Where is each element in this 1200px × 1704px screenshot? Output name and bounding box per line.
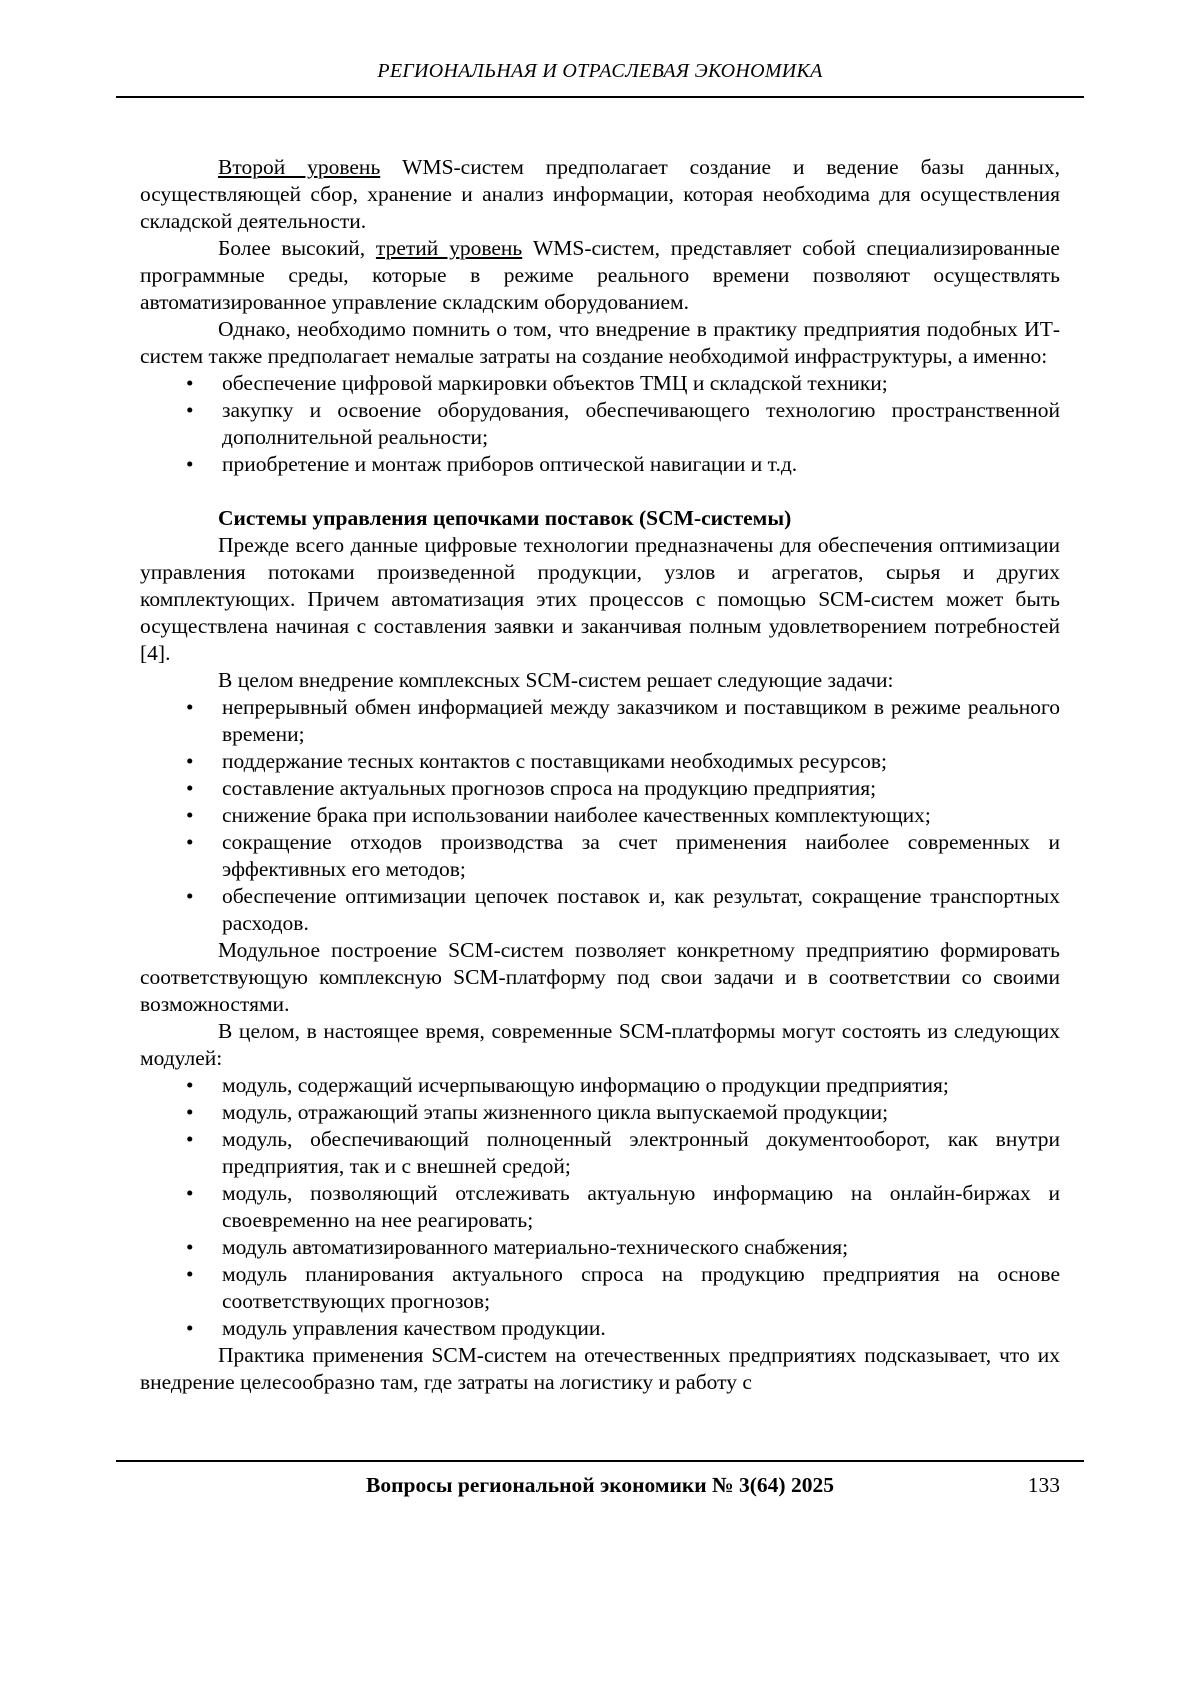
list-item: • сокращение отходов производства за счет применения наиболее современных и эффективных его методов; [140, 829, 1060, 883]
footer-row [116, 1472, 1084, 1499]
list-item: • модуль, обеспечивающий полноценный электронный документооборот, как внутри предприятия, так и с внешней средой; [140, 1126, 1060, 1180]
paragraph-wms-level3 [140, 235, 1060, 316]
scm-tasks-list [140, 694, 1060, 937]
paragraph-it-costs: Однако, необходимо помнить о том, что внедрение в практику предприятия подобных ИТ-систем также предполагает немалые затраты на создание необходимой инфраструктуры, а именно: [140, 317, 1060, 368]
list-item: • модуль, содержащий исчерпывающую информацию о продукции предприятия; [140, 1072, 1060, 1099]
paragraph-text: WMS-систем, представляет собой специализированные программные среды, которые в режиме реального времени позволяют осуществлять автоматизированное управление складским оборудованием. [140, 236, 1060, 314]
paragraph-scm-tasks-lead: В целом внедрение комплексных SCM-систем решает следующие задачи: [218, 668, 894, 692]
list-item: • приобретение и монтаж приборов оптической навигации и т.д. [140, 451, 1060, 478]
list-item: • снижение брака при использовании наиболее качественных комплектующих; [140, 802, 1060, 829]
paragraph-wms-level2 [140, 154, 1060, 235]
paragraph-scm-intro: Прежде всего данные цифровые технологии предназначены для обеспечения оптимизации управления потоками произведенной продукции, узлов и агрегатов, сырья и других комплектующих. Причем автоматизация этих процессов с помощью SCM-систем может быть осуществлена начиная с составления заявки и заканчивая полным удовлетворением потребностей [4]. [140, 533, 1060, 665]
scm-modules-list [140, 1072, 1060, 1342]
list-item: • модуль управления качеством продукции. [140, 1315, 1060, 1342]
list-item: • непрерывный обмен информацией между заказчиком и поставщиком в режиме реального времени; [140, 694, 1060, 748]
underlined-term: третий уровень [375, 236, 523, 260]
paragraph-modular: Модульное построение SCM-систем позволяет конкретному предприятию формировать соответствующую комплексную SCM-платформу под свои задачи и в соответствии со своими возможностями. [140, 938, 1060, 1016]
list-item: • составление актуальных прогнозов спроса на продукцию предприятия; [140, 775, 1060, 802]
list-item: • поддержание тесных контактов с поставщиками необходимых ресурсов; [140, 748, 1060, 775]
list-item: • обеспечение цифровой маркировки объектов ТМЦ и складской техники; [140, 370, 1060, 397]
paragraph-text: WMS-систем предполагает создание и ведение базы данных, осуществляющей сбор, хранение и анализ информации, которая необходима для осуществления складской деятельности. [140, 155, 1060, 233]
list-item: • модуль автоматизированного материально-технического снабжения; [140, 1234, 1060, 1261]
running-title: РЕГИОНАЛЬНАЯ И ОТРАСЛЕВАЯ ЭКОНОМИКА [377, 60, 823, 82]
list-item: • закупку и освоение оборудования, обеспечивающего технологию пространственной дополнительной реальности; [140, 397, 1060, 451]
list-item: • модуль, отражающий этапы жизненного цикла выпускаемой продукции; [140, 1099, 1060, 1126]
page-footer [116, 1460, 1084, 1499]
list-item: • модуль, позволяющий отслеживать актуальную информацию на онлайн-биржах и своевременно на нее реагировать; [140, 1180, 1060, 1234]
page-number: 133 [1027, 1473, 1060, 1497]
paragraph-text: Более высокий, [218, 236, 376, 260]
article-body [140, 154, 1060, 1396]
header-rule [116, 96, 1084, 98]
page-header [140, 58, 1060, 98]
section-heading-scm: Системы управления цепочками поставок (SCM-системы) [218, 506, 792, 530]
journal-title: Вопросы региональной экономики № 3(64) 2025 [366, 1473, 834, 1497]
underlined-term: Второй уровень [218, 155, 381, 179]
list-item: • обеспечение оптимизации цепочек поставок и, как результат, сокращение транспортных расходов. [140, 883, 1060, 937]
paragraph-practice: Практика применения SCM-систем на отечественных предприятиях подсказывает, что их внедрение целесообразно там, где затраты на логистику и работу с [140, 1343, 1060, 1394]
paragraph-modules-lead: В целом, в настоящее время, современные SCM-платформы могут состоять из следующих модулей: [140, 1019, 1060, 1070]
infrastructure-list [140, 370, 1060, 478]
list-item: • модуль планирования актуального спроса на продукцию предприятия на основе соответствующих прогнозов; [140, 1261, 1060, 1315]
